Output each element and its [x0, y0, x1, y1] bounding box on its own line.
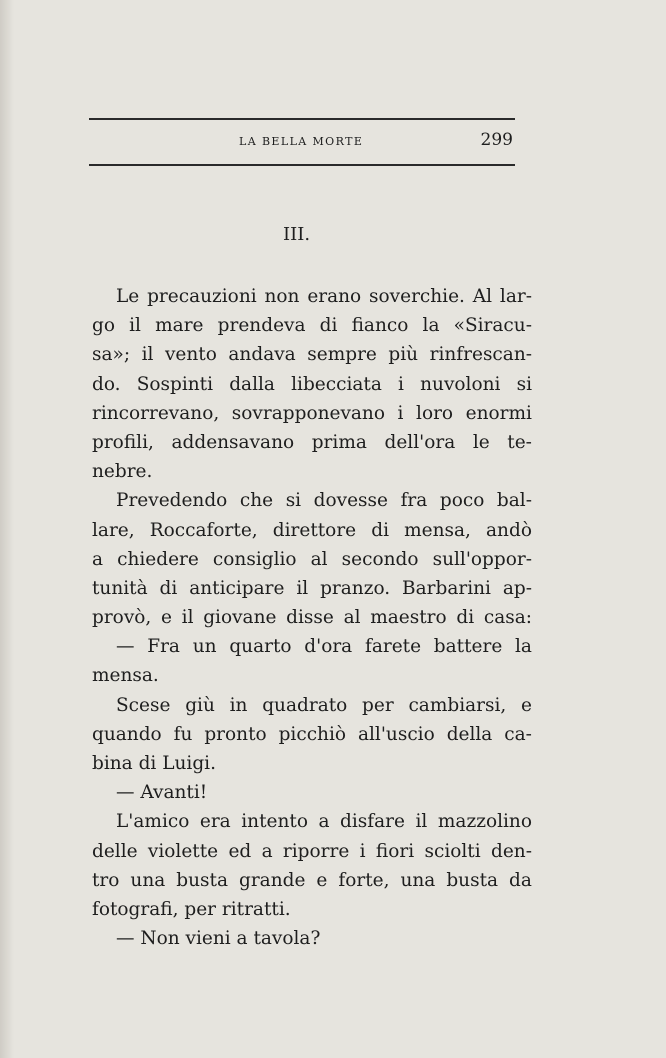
text-line: nebre. [92, 461, 153, 483]
text-line: fotografi, per ritratti. [92, 898, 291, 920]
text-line: tunità di anticipare il pranzo. Barbarini ap- [92, 577, 532, 599]
text-line: Scese giù in quadrato per cambiarsi, e [116, 694, 532, 716]
text-line: — Avanti! [116, 782, 208, 804]
text-line: bina di Luigi. [92, 753, 216, 774]
text-line: — Non vieni a tavola? [116, 928, 321, 950]
text-line: provò, e il giovane disse al maestro di casa: [92, 607, 532, 629]
text-line: tro una busta grande e forte, una busta da [92, 869, 532, 891]
text-line: go il mare prendeva di fianco la «Siracu- [92, 315, 532, 337]
text-line: — Fra un quarto d'ora farete battere la [116, 636, 532, 658]
text-line: quando fu pronto picchiò all'uscio della ca- [92, 723, 532, 745]
text-line: sa»; il vento andava sempre più rinfrescan- [92, 344, 532, 366]
page-number: 299 [480, 130, 513, 150]
text-line: do. Sospinti dalla libecciata i nuvoloni si [92, 373, 532, 395]
text-line: rincorrevano, sovrapponevano i loro enormi [92, 402, 532, 424]
running-header [89, 118, 515, 166]
running-head-title: LA BELLA MORTE [239, 135, 364, 148]
text-line: lare, Roccaforte, direttore di mensa, andò [92, 519, 532, 541]
text-line: Prevedendo che si dovesse fra poco bal- [116, 490, 532, 512]
text-line: a chiedere consiglio al secondo sull'oppor- [92, 548, 532, 570]
text-line: L'amico era intento a disfare il mazzolino [116, 811, 532, 833]
text-line: Le precauzioni non erano soverchie. Al lar- [116, 286, 532, 307]
page-edge-shadow [0, 0, 14, 1058]
section-title: III. [283, 224, 311, 245]
text-line: profili, addensavano prima dell'ora le te- [92, 431, 532, 453]
text-line: delle violette ed a riporre i fiori sciolti den- [92, 840, 532, 862]
body-text [92, 282, 532, 953]
text-line: mensa. [92, 665, 159, 687]
